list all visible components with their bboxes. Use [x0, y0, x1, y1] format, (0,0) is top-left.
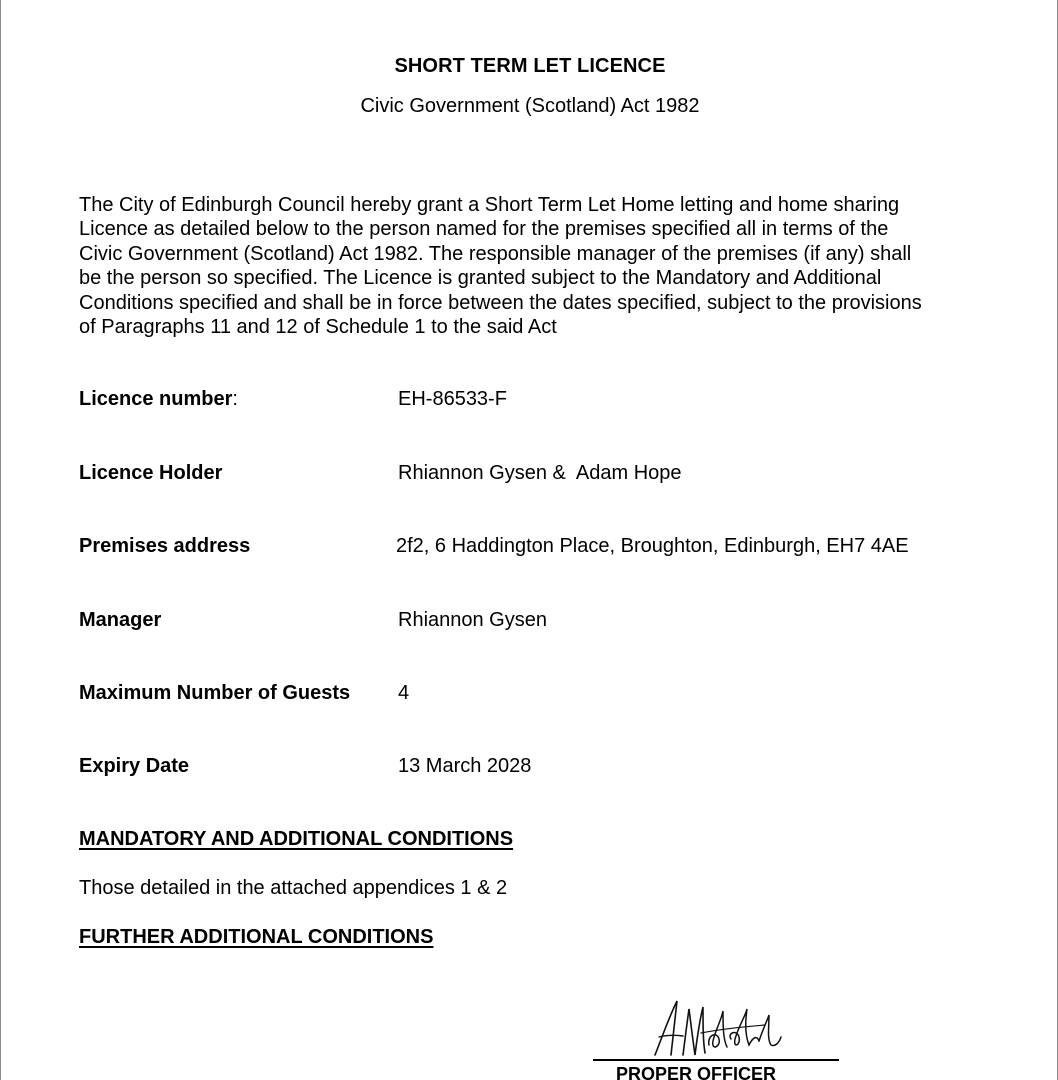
- manager-label: Manager: [79, 609, 162, 631]
- max-guests-label: Maximum Number of Guests: [79, 682, 351, 704]
- expiry-date-label: Expiry Date: [79, 755, 190, 777]
- premises-address-label: Premises address: [79, 535, 251, 557]
- manager-row: [79, 609, 999, 635]
- licence-holder-row: [79, 462, 999, 488]
- further-conditions-heading: FURTHER ADDITIONAL CONDITIONS: [79, 926, 434, 948]
- max-guests-value: 4: [398, 682, 410, 704]
- premises-address-value: 2f2, 6 Haddington Place, Broughton, Edinburgh, EH7 4AE: [396, 535, 909, 557]
- signature-line: [593, 1059, 839, 1061]
- licence-holder-value: Rhiannon Gysen & Adam Hope: [398, 462, 682, 484]
- mandatory-conditions-text: Those detailed in the attached appendices 1 & 2: [79, 877, 508, 899]
- document-subtitle: Civic Government (Scotland) Act 1982: [360, 95, 700, 117]
- licence-number-value: EH-86533-F: [398, 388, 507, 410]
- manager-value: Rhiannon Gysen: [398, 609, 547, 631]
- expiry-date-row: [79, 755, 999, 781]
- document-title: SHORT TERM LET LICENCE: [394, 55, 666, 77]
- licence-number-label: Licence number:: [79, 388, 238, 410]
- intro-paragraph: The City of Edinburgh Council hereby grant a Short Term Let Home letting and home sharing Licence as detailed below to the person named for the premises specified all in terms of the Civic Government (Scotland) Act 1982. The responsible manager of the premises (if any) shall be the person so specified. The Licence is granted subject to the Mandatory and Additional Conditions specified and shall be in force between the dates specified, subject to the provisions of Paragraphs 11 and 12 of Schedule 1 to the said Act: [79, 194, 922, 339]
- licence-number-row: [79, 388, 999, 414]
- officer-signature: [641, 995, 791, 1061]
- licence-holder-label: Licence Holder: [79, 462, 223, 484]
- proper-officer-label: PROPER OFFICER: [616, 1064, 777, 1080]
- mandatory-conditions-heading: MANDATORY AND ADDITIONAL CONDITIONS: [79, 828, 514, 850]
- max-guests-row: [79, 682, 999, 708]
- licence-number-colon: :: [232, 388, 238, 410]
- premises-address-row: [79, 535, 999, 561]
- expiry-date-value: 13 March 2028: [398, 755, 532, 777]
